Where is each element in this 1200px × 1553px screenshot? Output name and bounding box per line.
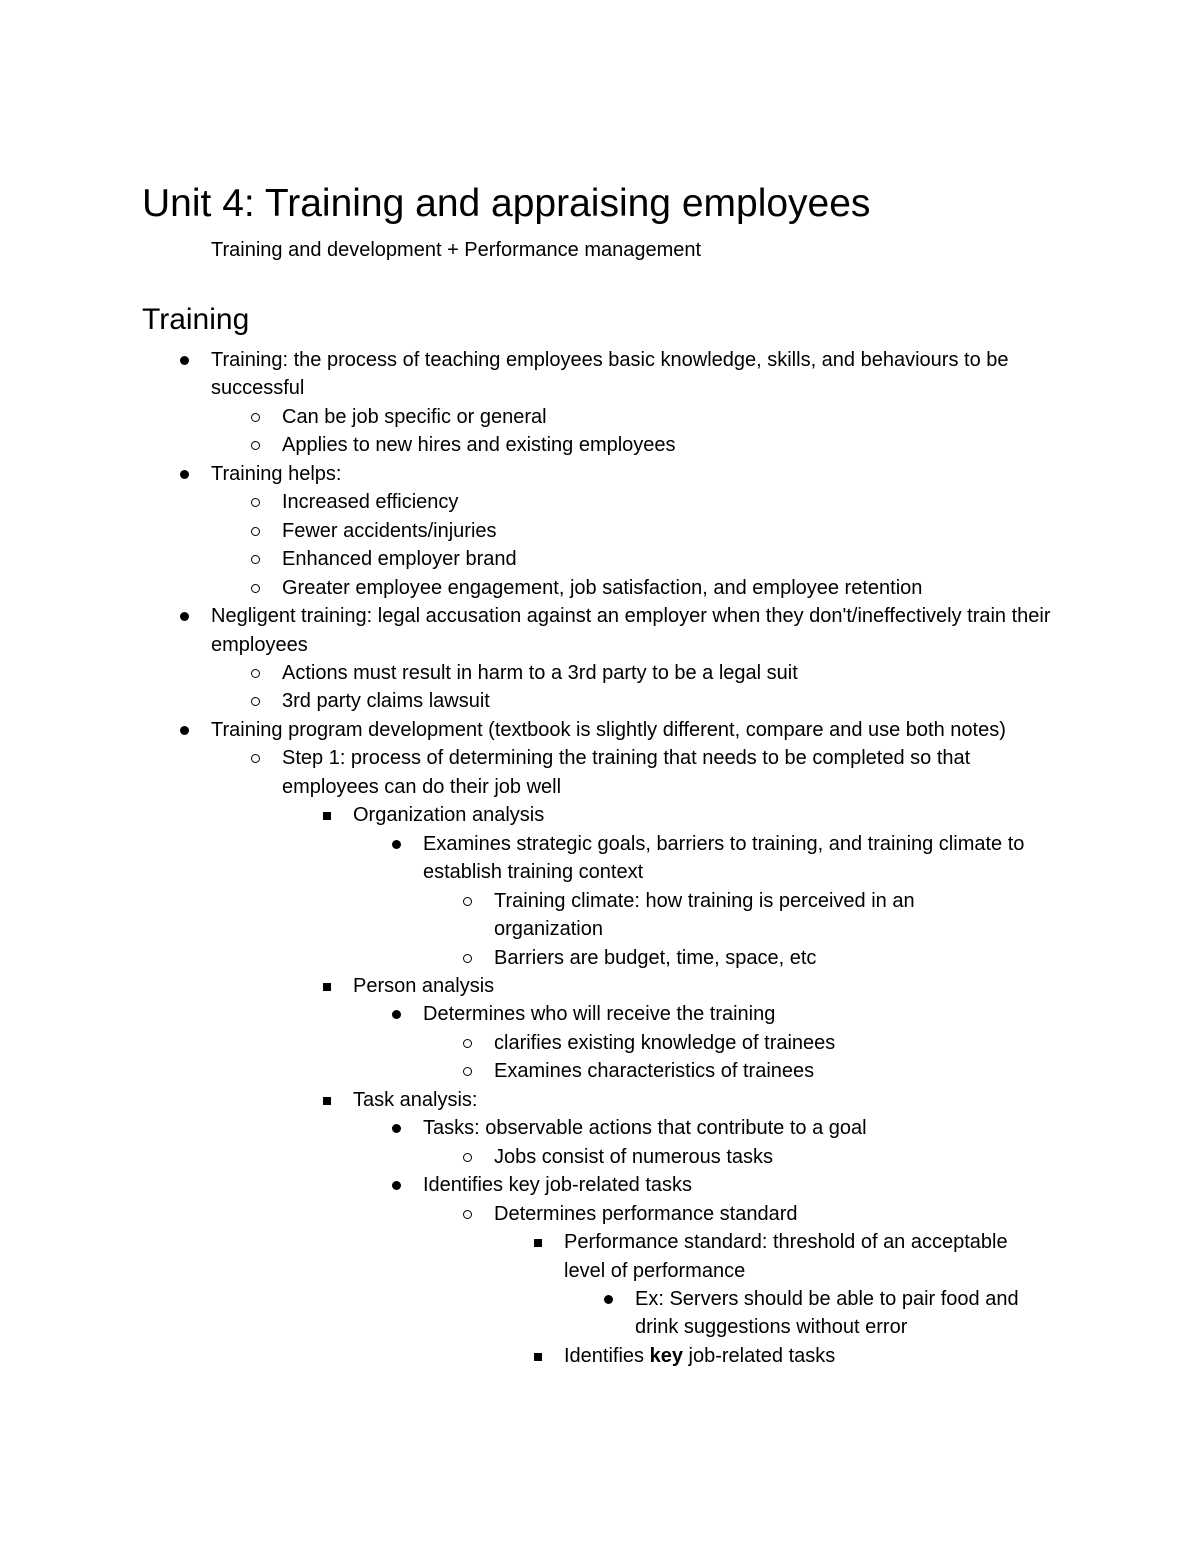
list-item — [494, 1057, 954, 1085]
list-item-text: Barriers are budget, time, space, etc — [494, 946, 817, 969]
list-item — [423, 830, 1053, 887]
disc-bullet-icon — [389, 1114, 409, 1142]
circle-bullet-icon — [248, 574, 268, 602]
list-item — [564, 1228, 1054, 1285]
list-item-text: Fewer accidents/injuries — [282, 519, 497, 542]
list-item-text: clarifies existing knowledge of trainees — [494, 1031, 836, 1054]
disc-bullet-icon — [389, 1000, 409, 1028]
list-item-text: 3rd party claims lawsuit — [282, 690, 490, 713]
section-heading-training: Training — [142, 303, 250, 336]
circle-bullet-icon — [248, 744, 268, 772]
list-item — [423, 1000, 1053, 1028]
disc-bullet-icon — [389, 830, 409, 858]
circle-bullet-icon — [460, 1029, 480, 1057]
circle-bullet-icon — [248, 687, 268, 715]
list-item — [282, 488, 1052, 516]
page-title: Unit 4: Training and appraising employees — [142, 182, 871, 225]
list-item — [282, 431, 1052, 459]
square-bullet-icon — [530, 1228, 550, 1256]
list-item-text: Determines performance standard — [494, 1202, 798, 1225]
square-bullet-icon — [530, 1342, 550, 1370]
circle-bullet-icon — [460, 1200, 480, 1228]
list-item — [282, 659, 1052, 687]
disc-bullet-icon — [177, 716, 197, 744]
circle-bullet-icon — [460, 1057, 480, 1085]
list-item — [211, 602, 1051, 659]
square-bullet-icon — [319, 801, 339, 829]
list-item — [494, 944, 954, 972]
list-item — [211, 460, 1051, 488]
list-item-text: Applies to new hires and existing employees — [282, 434, 676, 457]
list-item-text: Examines characteristics of trainees — [494, 1060, 815, 1083]
square-bullet-icon — [319, 972, 339, 1000]
list-item-text: Training: the process of teaching employees basic knowledge, skills, and behaviours to be successful — [211, 349, 1009, 400]
list-item-text: Performance standard: threshold of an acceptable level of performance — [564, 1231, 1008, 1282]
list-item-text: Training helps: — [211, 462, 342, 485]
list-item-text: Tasks: observable actions that contribute to a goal — [423, 1117, 867, 1140]
list-item — [282, 403, 1052, 431]
list-item-text: Determines who will receive the training — [423, 1003, 776, 1026]
list-item-text: Can be job specific or general — [282, 405, 547, 428]
list-item — [494, 1029, 954, 1057]
list-item — [494, 1200, 954, 1228]
list-item-text: Ex: Servers should be able to pair food and drink suggestions without error — [635, 1287, 1019, 1339]
list-item-text: Jobs consist of numerous tasks — [494, 1145, 774, 1168]
list-item-text-suffix: job-related tasks — [682, 1344, 836, 1367]
list-item — [211, 346, 1051, 403]
list-item — [353, 801, 1053, 829]
disc-bullet-icon — [177, 602, 197, 630]
list-item-text: Negligent training: legal accusation against an employer when they don't/ineffectively train their employees — [211, 605, 1051, 656]
list-item-text: Task analysis: — [353, 1088, 478, 1111]
circle-bullet-icon — [460, 887, 480, 915]
circle-bullet-icon — [248, 545, 268, 573]
circle-bullet-icon — [248, 659, 268, 687]
list-item-text: Actions must result in harm to a 3rd party to be a legal suit — [282, 661, 798, 684]
list-item — [282, 545, 1052, 573]
circle-bullet-icon — [460, 1143, 480, 1171]
list-item-text: Examines strategic goals, barriers to training, and training climate to establish training context — [423, 832, 1025, 884]
disc-bullet-icon — [177, 460, 197, 488]
list-item-text: Greater employee engagement, job satisfaction, and employee retention — [282, 576, 923, 599]
training-outline — [0, 346, 1200, 1370]
list-item-text-bold: key — [649, 1344, 683, 1367]
list-item — [564, 1342, 1054, 1370]
circle-bullet-icon — [460, 944, 480, 972]
list-item — [494, 887, 954, 944]
disc-bullet-icon — [389, 1171, 409, 1199]
disc-bullet-icon — [177, 346, 197, 374]
circle-bullet-icon — [248, 517, 268, 545]
list-item — [282, 517, 1052, 545]
page-subtitle: Training and development + Performance management — [211, 239, 702, 261]
list-item — [494, 1143, 954, 1171]
list-item-text-prefix: Identifies — [564, 1344, 650, 1367]
square-bullet-icon — [319, 1086, 339, 1114]
circle-bullet-icon — [248, 431, 268, 459]
list-item-text: Identifies key job-related tasks — [423, 1174, 693, 1197]
list-item — [353, 972, 1053, 1000]
list-item — [635, 1285, 1055, 1342]
list-item — [423, 1171, 1053, 1199]
disc-bullet-icon — [601, 1285, 621, 1313]
list-item-text: Person analysis — [353, 974, 495, 997]
list-item — [211, 716, 1051, 744]
list-item-text: Increased efficiency — [282, 491, 459, 514]
list-item-text: Training climate: how training is perceived in an organization — [494, 889, 915, 941]
list-item — [353, 1086, 1053, 1114]
list-item — [423, 1114, 1053, 1142]
list-item — [282, 574, 1052, 602]
list-item-text: Training program development (textbook is slightly different, compare and use both notes) — [211, 718, 1006, 741]
circle-bullet-icon — [248, 403, 268, 431]
list-item — [282, 687, 1052, 715]
list-item-text: Organization analysis — [353, 804, 545, 827]
list-item-text: Step 1: process of determining the training that needs to be completed so that employees can do their job well — [282, 747, 971, 798]
list-item — [282, 744, 1052, 801]
circle-bullet-icon — [248, 488, 268, 516]
list-item-text: Enhanced employer brand — [282, 548, 517, 571]
